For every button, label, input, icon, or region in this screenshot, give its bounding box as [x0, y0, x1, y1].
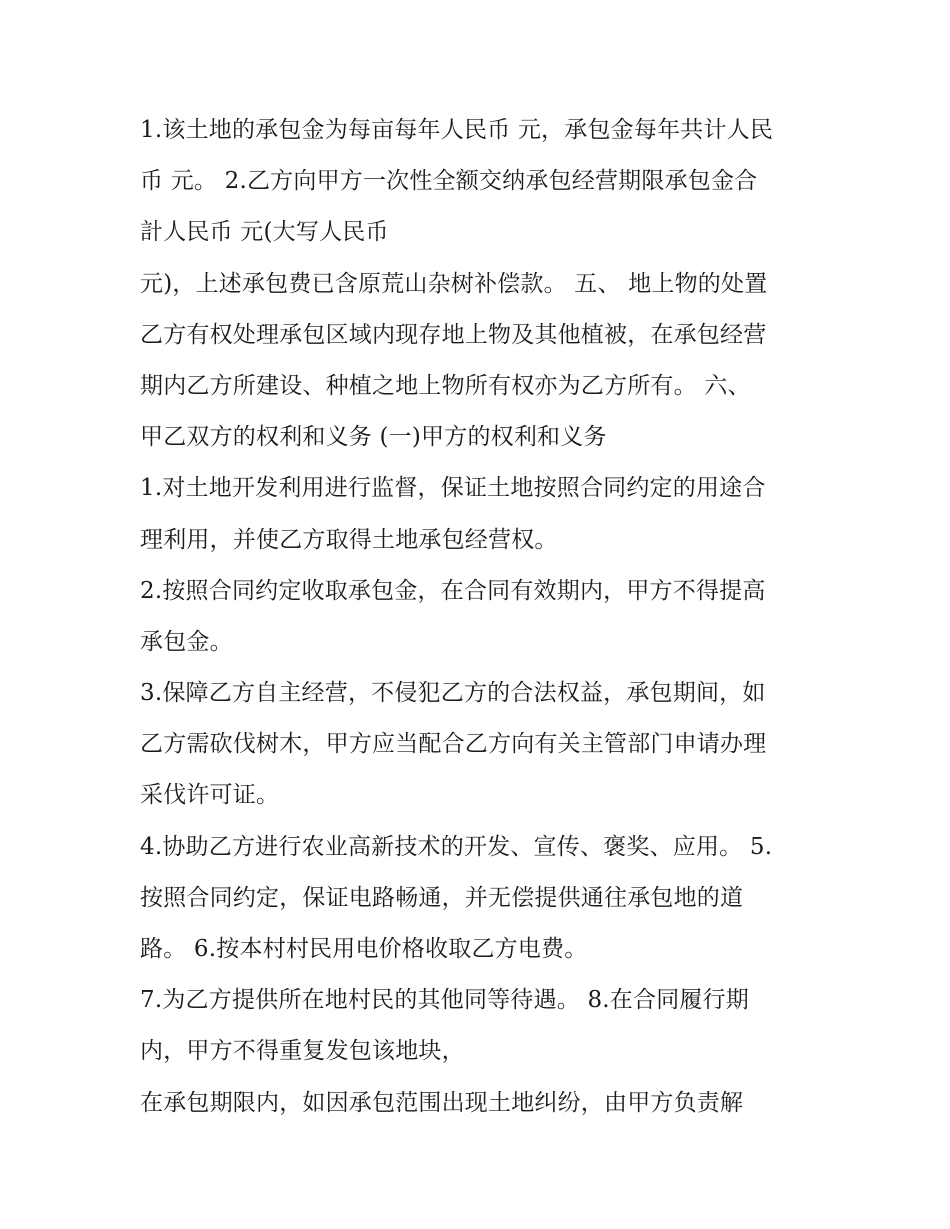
text-line-18: 7.为乙方提供所在地村民的其他同等待遇。 8.在合同履行期 — [140, 987, 749, 1014]
text-line-15: 4.协助乙方进行农业高新技术的开发、宣传、褒奖、应用。 5. — [140, 833, 773, 860]
text-line-1: 1.该土地的承包金为每亩每年人民币 元，承包金每年共计人民 — [140, 117, 774, 143]
text-line-14: 采伐许可证。 — [140, 782, 280, 809]
document-body — [140, 105, 830, 1129]
text-line-6: 期内乙方所建设、种植之地上物所有权亦为乙方所有。 六、 — [140, 372, 751, 399]
text-line-11: 承包金。 — [140, 628, 233, 655]
text-line-10: 2.按照合同约定收取承包金，在合同有效期内，甲方不得提高 — [140, 577, 766, 604]
text-line-2: 币 元。 2.乙方向甲方一次性全额交纳承包经营期限承包金合 — [140, 168, 758, 195]
text-line-8: 1.对土地开发利用进行监督，保证土地按照合同约定的用途合 — [140, 475, 766, 502]
text-line-5: 乙方有权处理承包区域内现存地上物及其他植被，在承包经营 — [140, 321, 767, 348]
text-line-12: 3.保障乙方自主经营，不侵犯乙方的合法权益，承包期间，如 — [140, 680, 766, 707]
text-line-4: 元)，上述承包费已含原荒山杂树补偿款。 五、 地上物的处置 — [140, 270, 768, 297]
text-line-7: 甲乙双方的权利和义务 (一)甲方的权利和义务 — [140, 424, 607, 451]
text-line-20: 在承包期限内，如因承包范围出现土地纠纷，由甲方负责解 — [140, 1089, 744, 1116]
text-line-19: 内，甲方不得重复发包该地块， — [140, 1038, 465, 1065]
text-line-16: 按照合同约定，保证电路畅通，并无偿提供通往承包地的道 — [140, 884, 744, 911]
text-line-3: 計人民币 元(大写人民币 — [140, 219, 389, 246]
text-line-17: 路。 6.按本村村民用电价格收取乙方电费。 — [140, 936, 588, 962]
text-line-13: 乙方需砍伐树木，甲方应当配合乙方向有关主管部门申请办理 — [140, 731, 767, 758]
text-line-9: 理利用，并使乙方取得土地承包经营权。 — [140, 526, 558, 553]
